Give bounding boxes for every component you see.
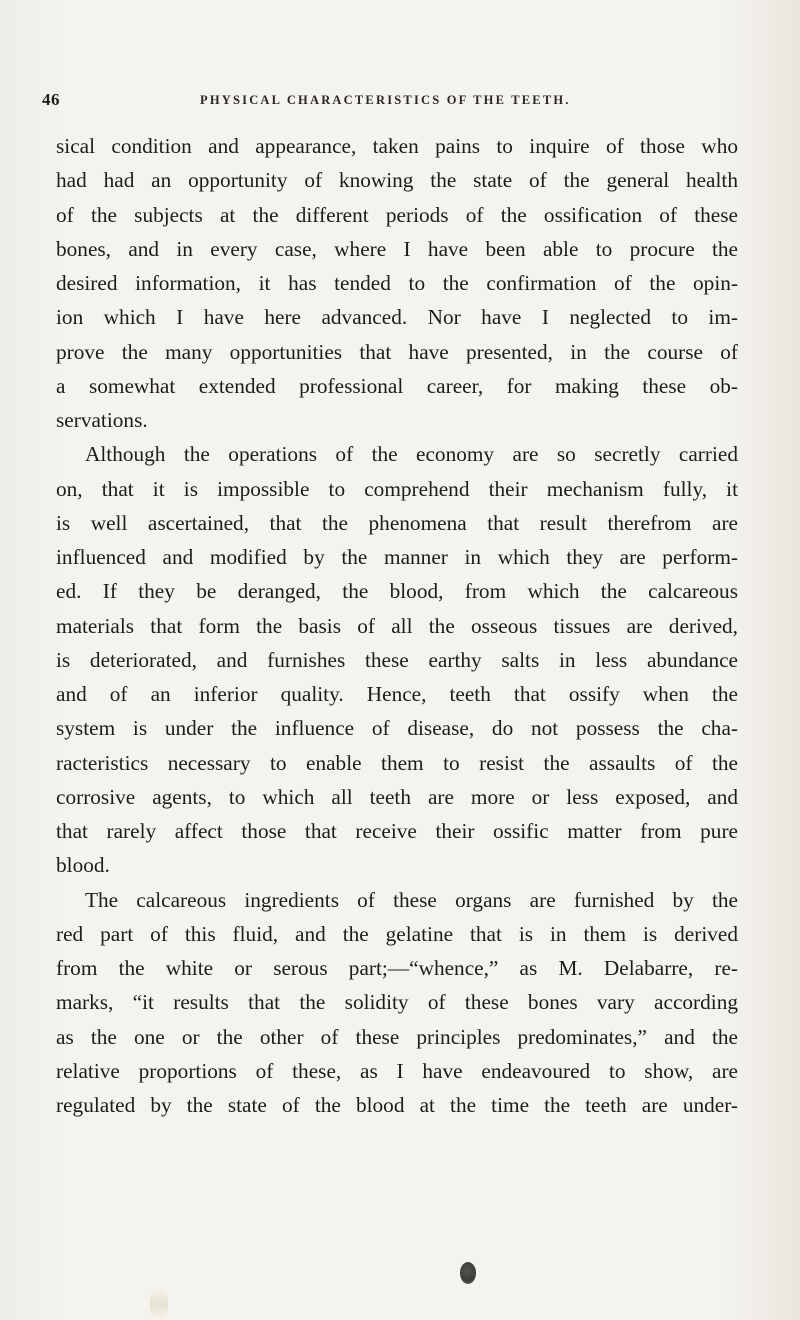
paragraph-start-line: Although the operations of the economy are so secretly carried (85, 442, 738, 467)
text-line: prove the many opportunities that have presented, in the course of (56, 339, 738, 364)
text-line: influenced and modified by the manner in which they are perform- (56, 545, 738, 569)
body-text (56, 129, 738, 1122)
text-line: a somewhat extended professional career, for making these ob- (56, 373, 738, 398)
text-line: racteristics necessary to enable them to resist the assaults of the (56, 750, 738, 775)
text-line: ed. If they be deranged, the blood, from which the calcareous (56, 579, 738, 604)
text-line: is well ascertained, that the phenomena that result therefrom are (56, 510, 738, 535)
text-line: from the white or serous part;—“whence,” as M. Delabarre, re- (56, 956, 738, 980)
running-head: PHYSICAL CHARACTERISTICS OF THE TEETH. (200, 93, 571, 107)
page-number: 46 (42, 90, 60, 109)
text-line: ion which I have here advanced. Nor have I neglected to im- (56, 305, 738, 330)
text-line: materials that form the basis of all the osseous tissues are derived, (56, 613, 738, 638)
ink-blot (460, 1262, 476, 1284)
text-line: as the one or the other of these principles predominates,” and the (56, 1024, 738, 1049)
text-line: system is under the influence of disease, do not possess the cha- (56, 716, 738, 741)
paragraph-end-line: servations. (56, 408, 148, 432)
text-line: that rarely affect those that receive their ossific matter from pure (56, 819, 738, 843)
text-line: is deteriorated, and furnishes these earthy salts in less abundance (56, 647, 738, 672)
text-line: desired information, it has tended to the confirmation of the opin- (56, 271, 738, 295)
paragraph-end-line: blood. (56, 853, 110, 878)
text-line: relative proportions of these, as I have endeavoured to show, are (56, 1058, 738, 1083)
text-line: on, that it is impossible to comprehend their mechanism fully, it (56, 476, 738, 501)
text-line: sical condition and appearance, taken pains to inquire of those who (56, 134, 738, 158)
text-line: had had an opportunity of knowing the state of the general health (56, 168, 738, 193)
page-header (40, 90, 760, 114)
text-line: bones, and in every case, where I have been able to procure the (56, 236, 738, 261)
text-line: regulated by the state of the blood at the time the teeth are under- (56, 1093, 738, 1117)
text-line: red part of this fluid, and the gelatine that is in them is derived (56, 921, 738, 946)
text-line: of the subjects at the different periods of the ossification of these (56, 202, 738, 227)
paper-stain (150, 1288, 168, 1320)
text-line: and of an inferior quality. Hence, teeth that ossify when the (56, 682, 738, 706)
text-line: marks, “it results that the solidity of these bones vary according (56, 990, 738, 1015)
text-line: corrosive agents, to which all teeth are more or less exposed, and (56, 784, 738, 809)
paragraph-start-line: The calcareous ingredients of these organs are furnished by the (85, 887, 738, 912)
